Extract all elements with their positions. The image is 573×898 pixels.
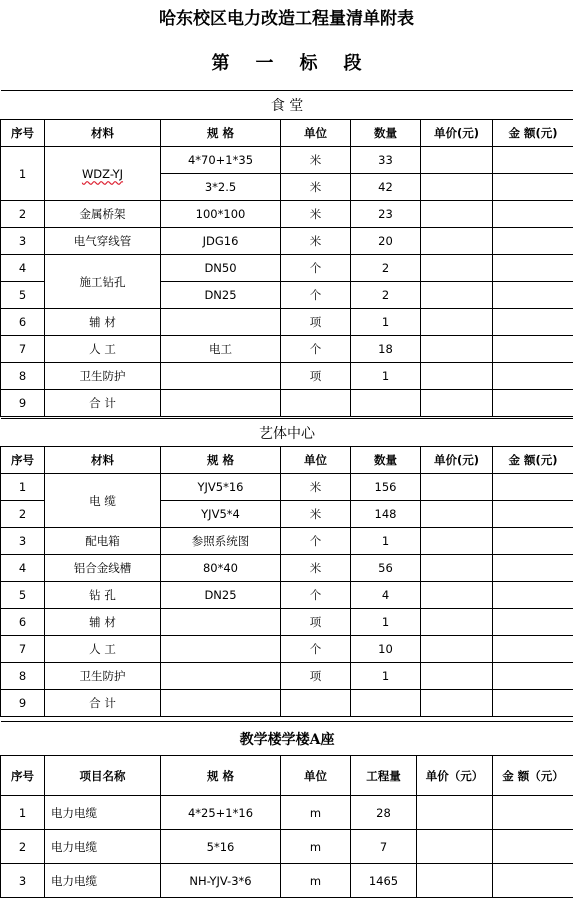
cell-spec: 3*2.5: [161, 174, 281, 201]
cell-spec: JDG16: [161, 228, 281, 255]
cell-material: 人 工: [45, 336, 161, 363]
cell-qty: 1: [351, 663, 421, 690]
cell-spec: 4*25+1*16: [161, 796, 281, 830]
cell-seq: 1: [1, 474, 45, 501]
cell-amount: [493, 147, 573, 174]
cell-material: [45, 147, 161, 201]
cell-unit: 项: [281, 309, 351, 336]
cell-price: [421, 528, 493, 555]
cell-material: 施工钻孔: [45, 255, 161, 309]
header-seq: 序号: [1, 756, 45, 796]
cell-qty: 4: [351, 582, 421, 609]
cell-price: [421, 201, 493, 228]
cell-material-text: WDZ-YJ: [82, 167, 123, 181]
cell-qty: 7: [351, 830, 417, 864]
header-item-name: 项目名称: [45, 756, 161, 796]
cell-price: [421, 555, 493, 582]
header-price: 单价（元）: [417, 756, 493, 796]
header-seq: 序号: [1, 120, 45, 147]
cell-seq: 5: [1, 582, 45, 609]
cell-amount: [493, 796, 573, 830]
cell-qty: 1: [351, 528, 421, 555]
cell-material: 铝合金线槽: [45, 555, 161, 582]
cell-material: 合 计: [45, 690, 161, 717]
cell-item-name: 电力电缆: [45, 830, 161, 864]
cell-price: [421, 255, 493, 282]
cell-spec: YJV5*16: [161, 474, 281, 501]
cell-price: [421, 228, 493, 255]
header-seq: 序号: [1, 447, 45, 474]
cell-price: [421, 174, 493, 201]
cell-material: 电气穿线管: [45, 228, 161, 255]
cell-qty: 23: [351, 201, 421, 228]
cell-unit: [281, 390, 351, 417]
cell-price: [421, 390, 493, 417]
cell-amount: [493, 864, 573, 898]
cell-qty: 20: [351, 228, 421, 255]
cell-seq: 2: [1, 501, 45, 528]
cell-qty: 1465: [351, 864, 417, 898]
header-amount: 金 额（元）: [493, 756, 573, 796]
cell-item-name: 电力电缆: [45, 796, 161, 830]
document-subtitle: 第一标段: [0, 49, 573, 75]
header-qty: 数量: [351, 447, 421, 474]
cell-material: 人 工: [45, 636, 161, 663]
cell-price: [421, 609, 493, 636]
cell-amount: [493, 555, 573, 582]
cell-qty: 10: [351, 636, 421, 663]
cell-spec: [161, 663, 281, 690]
cell-amount: [493, 501, 573, 528]
cell-amount: [493, 174, 573, 201]
cell-seq: 5: [1, 282, 45, 309]
cell-price: [421, 582, 493, 609]
cell-qty: [351, 690, 421, 717]
header-spec: 规 格: [161, 756, 281, 796]
cell-spec: [161, 390, 281, 417]
cell-qty: 42: [351, 174, 421, 201]
cell-qty: [351, 390, 421, 417]
cell-qty: 1: [351, 609, 421, 636]
cell-spec: DN50: [161, 255, 281, 282]
cell-material: 配电箱: [45, 528, 161, 555]
cell-price: [421, 690, 493, 717]
cell-unit: 米: [281, 147, 351, 174]
cell-unit: 项: [281, 609, 351, 636]
cell-seq: 9: [1, 390, 45, 417]
cell-unit: m: [281, 796, 351, 830]
cell-price: [417, 830, 493, 864]
cell-unit: 米: [281, 555, 351, 582]
cell-seq: 1: [1, 796, 45, 830]
cell-price: [421, 147, 493, 174]
header-price: 单价(元): [421, 447, 493, 474]
cell-spec: 100*100: [161, 201, 281, 228]
header-unit: 单位: [281, 120, 351, 147]
header-material: 材料: [45, 447, 161, 474]
section-title: 教学楼学楼A座: [1, 722, 573, 756]
cell-qty: 148: [351, 501, 421, 528]
cell-material: 辅 材: [45, 309, 161, 336]
cell-material: 金属桥架: [45, 201, 161, 228]
cell-unit: 项: [281, 363, 351, 390]
cell-spec: NH-YJV-3*6: [161, 864, 281, 898]
cell-material: 合 计: [45, 390, 161, 417]
cell-unit: 米: [281, 228, 351, 255]
section-title: 食 堂: [1, 91, 573, 120]
cell-unit: m: [281, 830, 351, 864]
header-amount: 金 额(元): [493, 120, 573, 147]
cell-spec: DN25: [161, 582, 281, 609]
cell-seq: 1: [1, 147, 45, 201]
cell-spec: 5*16: [161, 830, 281, 864]
cell-spec: [161, 363, 281, 390]
cell-amount: [493, 582, 573, 609]
header-unit: 单位: [281, 447, 351, 474]
cell-amount: [493, 228, 573, 255]
cell-spec: YJV5*4: [161, 501, 281, 528]
cell-seq: 6: [1, 609, 45, 636]
cell-amount: [493, 363, 573, 390]
cell-spec: 电工: [161, 336, 281, 363]
cell-qty: 1: [351, 363, 421, 390]
cell-amount: [493, 609, 573, 636]
cell-unit: 项: [281, 663, 351, 690]
cell-unit: 米: [281, 174, 351, 201]
cell-seq: 7: [1, 636, 45, 663]
cell-spec: 参照系统图: [161, 528, 281, 555]
cell-material: 辅 材: [45, 609, 161, 636]
section-canteen-table: [0, 90, 573, 417]
cell-seq: 7: [1, 336, 45, 363]
cell-qty: 156: [351, 474, 421, 501]
cell-seq: 3: [1, 228, 45, 255]
cell-amount: [493, 255, 573, 282]
cell-price: [421, 309, 493, 336]
cell-amount: [493, 528, 573, 555]
cell-amount: [493, 690, 573, 717]
cell-amount: [493, 636, 573, 663]
cell-material: 卫生防护: [45, 363, 161, 390]
cell-unit: 个: [281, 528, 351, 555]
cell-amount: [493, 336, 573, 363]
cell-unit: m: [281, 864, 351, 898]
header-price: 单价(元): [421, 120, 493, 147]
cell-amount: [493, 474, 573, 501]
cell-amount: [493, 201, 573, 228]
section-teaching-building-table: [0, 721, 573, 898]
cell-qty: 18: [351, 336, 421, 363]
cell-unit: 个: [281, 336, 351, 363]
cell-spec: DN25: [161, 282, 281, 309]
cell-seq: 4: [1, 555, 45, 582]
section-arts-center-table: [0, 418, 573, 717]
cell-seq: 8: [1, 663, 45, 690]
document-title: 哈东校区电力改造工程量清单附表: [0, 4, 573, 29]
header-spec: 规 格: [161, 120, 281, 147]
cell-qty: 2: [351, 255, 421, 282]
cell-seq: 2: [1, 830, 45, 864]
cell-price: [421, 474, 493, 501]
header-work-qty: 工程量: [351, 756, 417, 796]
cell-qty: 56: [351, 555, 421, 582]
cell-unit: 个: [281, 255, 351, 282]
cell-spec: 80*40: [161, 555, 281, 582]
cell-price: [421, 501, 493, 528]
cell-qty: 2: [351, 282, 421, 309]
header-unit: 单位: [281, 756, 351, 796]
cell-price: [421, 363, 493, 390]
cell-material: 钻 孔: [45, 582, 161, 609]
cell-amount: [493, 309, 573, 336]
cell-unit: 个: [281, 282, 351, 309]
cell-item-name: 电力电缆: [45, 864, 161, 898]
cell-qty: 28: [351, 796, 417, 830]
cell-seq: 8: [1, 363, 45, 390]
cell-spec: [161, 690, 281, 717]
header-amount: 金 额(元): [493, 447, 573, 474]
cell-price: [421, 663, 493, 690]
cell-qty: 1: [351, 309, 421, 336]
cell-seq: 6: [1, 309, 45, 336]
cell-qty: 33: [351, 147, 421, 174]
cell-material: 卫生防护: [45, 663, 161, 690]
header-spec: 规 格: [161, 447, 281, 474]
cell-unit: 米: [281, 501, 351, 528]
cell-unit: [281, 690, 351, 717]
cell-price: [421, 282, 493, 309]
cell-amount: [493, 390, 573, 417]
cell-spec: 4*70+1*35: [161, 147, 281, 174]
cell-unit: 米: [281, 201, 351, 228]
cell-amount: [493, 282, 573, 309]
cell-spec: [161, 636, 281, 663]
cell-seq: 4: [1, 255, 45, 282]
cell-price: [417, 796, 493, 830]
cell-spec: [161, 609, 281, 636]
cell-unit: 米: [281, 474, 351, 501]
cell-price: [417, 864, 493, 898]
header-qty: 数量: [351, 120, 421, 147]
cell-amount: [493, 663, 573, 690]
cell-amount: [493, 830, 573, 864]
cell-spec: [161, 309, 281, 336]
cell-seq: 2: [1, 201, 45, 228]
cell-seq: 3: [1, 528, 45, 555]
cell-seq: 9: [1, 690, 45, 717]
cell-price: [421, 336, 493, 363]
cell-unit: 个: [281, 582, 351, 609]
cell-price: [421, 636, 493, 663]
cell-unit: 个: [281, 636, 351, 663]
cell-material: 电 缆: [45, 474, 161, 528]
header-material: 材料: [45, 120, 161, 147]
section-title: 艺体中心: [1, 419, 573, 447]
cell-seq: 3: [1, 864, 45, 898]
